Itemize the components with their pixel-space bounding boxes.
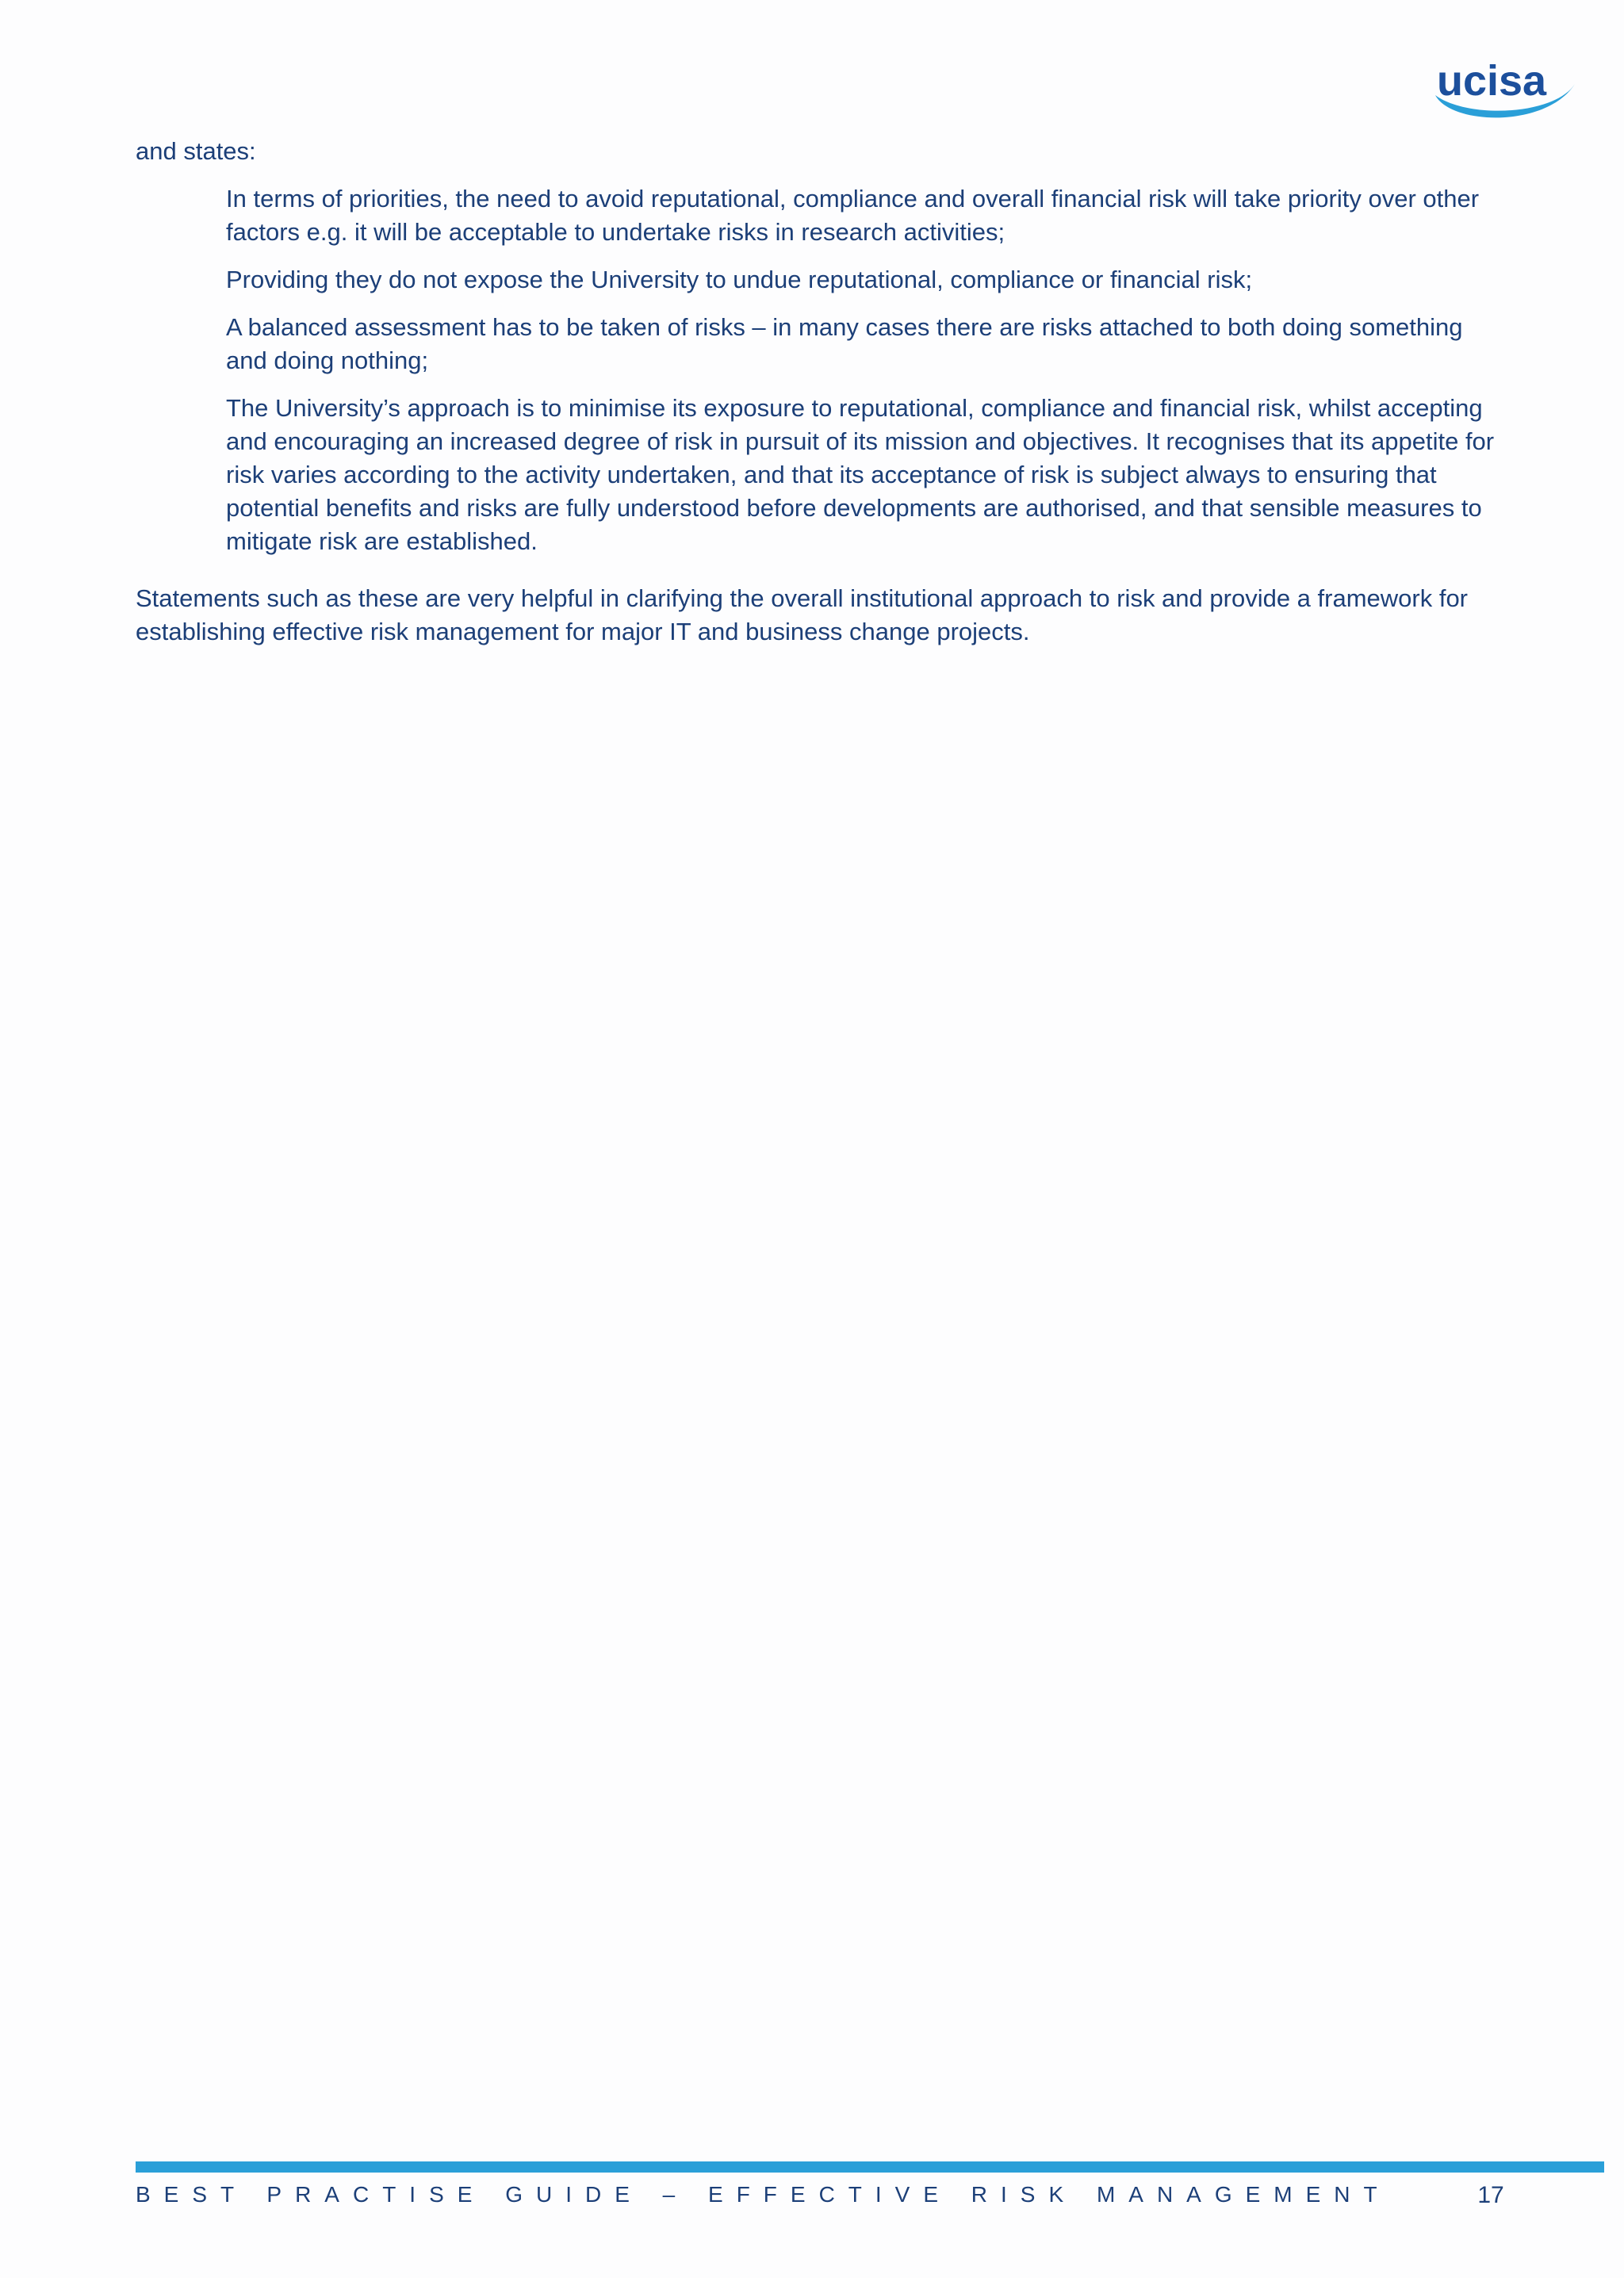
ucisa-logo (1427, 49, 1583, 125)
quoted-statement (226, 182, 1500, 558)
page-content (136, 135, 1500, 649)
footer-title: BEST PRACTISE GUIDE – EFFECTIVE RISK MANAGEMENT (136, 2182, 1391, 2207)
logo-wordmark: ucisa (1437, 57, 1547, 105)
quote-paragraph-1: In terms of priorities, the need to avoid reputational, compliance and overall financial risk will take priority over other factors e.g. it will be acceptable to undertake risks in research activities; (226, 185, 1480, 246)
page-number: 17 (1477, 2182, 1504, 2208)
intro-text: and states: (136, 137, 256, 165)
footer-rule (136, 2161, 1604, 2173)
ucisa-logo-graphic (1427, 49, 1583, 125)
quote-paragraph-2: Providing they do not expose the University to undue reputational, compliance or financial risk; (226, 266, 1253, 293)
quote-paragraph-4: The University’s approach is to minimise its exposure to reputational, compliance and financial risk, whilst accepting and encouraging an increased degree of risk in pursuit of its mission and objectives. It recognises that its appetite for risk varies according to the activity undertaken, and that its acceptance of risk is subject always to ensuring that potential benefits and risks are fully understood before developments are authorised, and that sensible measures to mitigate risk are established. (226, 394, 1495, 555)
quote-paragraph-3: A balanced assessment has to be taken of risks – in many cases there are risks attached to both doing something and doing nothing; (226, 313, 1463, 374)
closing-paragraph: Statements such as these are very helpful in clarifying the overall institutional approach to risk and provide a framework for establishing effective risk management for major IT and business change projects. (136, 584, 1469, 645)
